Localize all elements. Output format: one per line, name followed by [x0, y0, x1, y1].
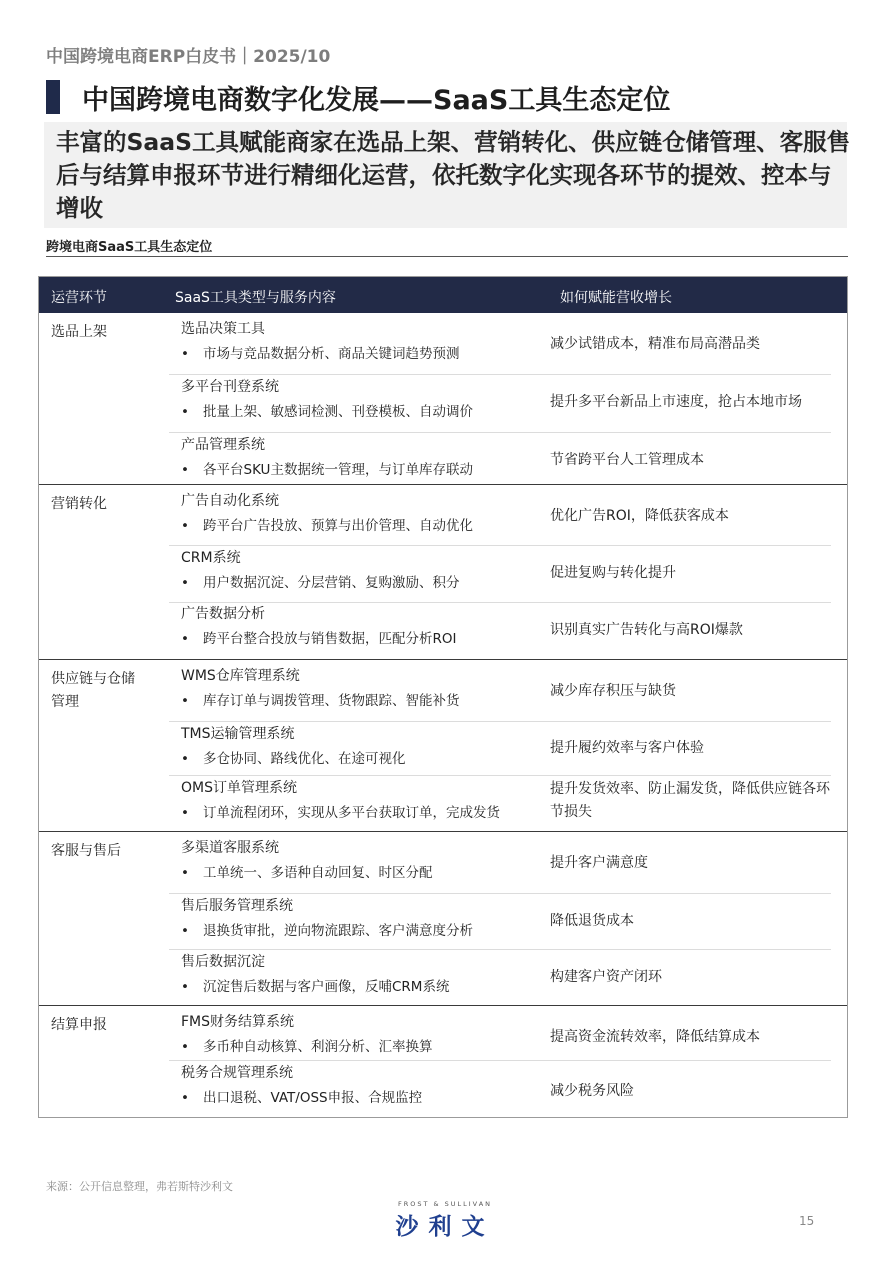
tool-description [181, 342, 460, 362]
tool-name: OMS订单管理系统 [181, 780, 297, 796]
tool-description-text: 市场与竞品数据分析、商品关键词趋势预测 [203, 346, 460, 362]
growth-impact: 促进复购与转化提升 [550, 565, 676, 581]
tool-description-text: 跨平台广告投放、预算与出价管理、自动优化 [203, 518, 473, 534]
tool-description [181, 400, 473, 420]
bullet: • [181, 631, 189, 647]
tool-description-text: 库存订单与调拨管理、货物跟踪、智能补货 [203, 693, 460, 709]
bullet: • [181, 979, 189, 995]
row-divider [169, 545, 831, 546]
tool-name: 广告自动化系统 [181, 493, 279, 509]
table-section [39, 1006, 847, 1117]
page-title: 中国跨境电商数字化发展——SaaS工具生态定位 [82, 85, 671, 116]
column-header-growth: 如何赋能营收增长 [560, 290, 672, 306]
tool-name: 多渠道客服系统 [181, 840, 279, 856]
growth-impact: 识别真实广告转化与高ROI爆款 [550, 622, 743, 638]
tool-description-text: 出口退税、VAT/OSS申报、合规监控 [203, 1090, 423, 1106]
tool-name: WMS仓库管理系统 [181, 668, 300, 684]
tool-description-text: 多仓协同、路线优化、在途可视化 [203, 751, 406, 767]
tool-name: TMS运输管理系统 [181, 726, 295, 742]
growth-impact: 节省跨平台人工管理成本 [550, 452, 704, 468]
title-accent-bar [46, 80, 60, 114]
row-divider [169, 602, 831, 603]
tool-description [181, 975, 449, 995]
tool-description [181, 514, 473, 534]
logo-chinese-text: 沙利文 [395, 1214, 495, 1240]
stage-label: 营销转化 [51, 496, 107, 512]
column-header-stage: 运营环节 [51, 290, 107, 306]
tool-description [181, 627, 457, 647]
bullet: • [181, 751, 189, 767]
frost-sullivan-logo [384, 1200, 506, 1240]
table-section [39, 313, 847, 485]
tool-name: 税务合规管理系统 [181, 1065, 293, 1081]
growth-impact: 降低退货成本 [550, 913, 634, 929]
tool-name: 选品决策工具 [181, 321, 265, 337]
growth-impact: 提升发货效率、防止漏发货，降低供应链各环节损失 [550, 781, 830, 820]
growth-impact: 减少试错成本，精准布局高潜品类 [550, 336, 760, 352]
tool-description [181, 1086, 422, 1106]
tool-name: 产品管理系统 [181, 437, 265, 453]
column-header-tools: SaaS工具类型与服务内容 [175, 290, 336, 306]
stage-label: 结算申报 [51, 1017, 107, 1033]
tool-name: FMS财务结算系统 [181, 1014, 295, 1030]
bullet: • [181, 693, 189, 709]
bullet: • [181, 1090, 189, 1106]
table-section [39, 485, 847, 660]
tool-description [181, 1035, 433, 1055]
bullet: • [181, 1039, 189, 1055]
tool-description [181, 861, 433, 881]
row-divider [169, 1060, 831, 1061]
row-divider [169, 893, 831, 894]
tool-description-text: 订单流程闭环，实现从多平台获取订单，完成发货 [203, 805, 500, 821]
bullet: • [181, 346, 189, 362]
running-header: 中国跨境电商ERP白皮书｜2025/10 [46, 47, 331, 67]
figure-caption: 跨境电商SaaS工具生态定位 [46, 240, 213, 255]
bullet: • [181, 462, 189, 478]
stage-label: 供应链与仓储管理 [51, 671, 135, 710]
growth-impact: 提升客户满意度 [550, 855, 648, 871]
logo-english-text: FROST & SULLIVAN [397, 1200, 493, 1208]
tool-description [181, 689, 460, 709]
growth-impact: 减少库存积压与缺货 [550, 683, 676, 699]
row-divider [169, 432, 831, 433]
summary-text: 丰富的SaaS工具赋能商家在选品上架、营销转化、供应链仓储管理、客服售后与结算申报环节进行精细化运营，依托数字化实现各环节的提效、控本与增收 [56, 128, 851, 222]
tool-description-text: 用户数据沉淀、分层营销、复购激励、积分 [203, 575, 460, 591]
table-header-row [39, 277, 847, 313]
row-divider [169, 374, 831, 375]
bullet: • [181, 404, 189, 420]
tool-name: 售后服务管理系统 [181, 898, 293, 914]
tool-description-text: 批量上架、敏感词检测、刊登模板、自动调价 [203, 404, 473, 420]
summary-box [44, 122, 851, 228]
tool-description [181, 919, 473, 939]
growth-impact: 提升多平台新品上市速度，抢占本地市场 [550, 394, 802, 410]
tool-description-text: 沉淀售后数据与客户画像，反哺CRM系统 [203, 979, 450, 995]
tool-name: CRM系统 [181, 550, 241, 566]
bullet: • [181, 518, 189, 534]
bullet: • [181, 923, 189, 939]
growth-impact: 减少税务风险 [550, 1083, 634, 1099]
tool-name: 售后数据沉淀 [181, 954, 265, 970]
tool-description-text: 多币种自动核算、利润分析、汇率换算 [203, 1039, 433, 1055]
source-note: 来源：公开信息整理，弗若斯特沙利文 [46, 1180, 233, 1193]
tool-name: 多平台刊登系统 [181, 379, 279, 395]
bullet: • [181, 805, 189, 821]
table-section [39, 832, 847, 1006]
ecosystem-table [38, 276, 848, 1118]
tool-description [181, 747, 406, 767]
row-divider [169, 721, 831, 722]
tool-description-text: 各平台SKU主数据统一管理，与订单库存联动 [203, 462, 473, 478]
growth-impact: 提升履约效率与客户体验 [550, 740, 704, 756]
tool-description [181, 801, 500, 821]
stage-label: 客服与售后 [51, 843, 121, 859]
growth-impact: 构建客户资产闭环 [550, 969, 662, 985]
tool-description-text: 跨平台整合投放与销售数据，匹配分析ROI [203, 631, 457, 647]
growth-impact: 提高资金流转效率，降低结算成本 [550, 1029, 760, 1045]
tool-name: 广告数据分析 [181, 606, 265, 622]
bullet: • [181, 865, 189, 881]
tool-description-text: 退换货审批，逆向物流跟踪、客户满意度分析 [203, 923, 473, 939]
page-number: 15 [799, 1214, 815, 1228]
caption-rule [46, 256, 848, 257]
bullet: • [181, 575, 189, 591]
table-section [39, 660, 847, 832]
tool-description [181, 458, 473, 478]
tool-description-text: 工单统一、多语种自动回复、时区分配 [203, 865, 433, 881]
row-divider [169, 949, 831, 950]
stage-label: 选品上架 [51, 324, 107, 340]
row-divider [169, 775, 831, 776]
tool-description [181, 571, 460, 591]
growth-impact: 优化广告ROI，降低获客成本 [550, 508, 729, 524]
